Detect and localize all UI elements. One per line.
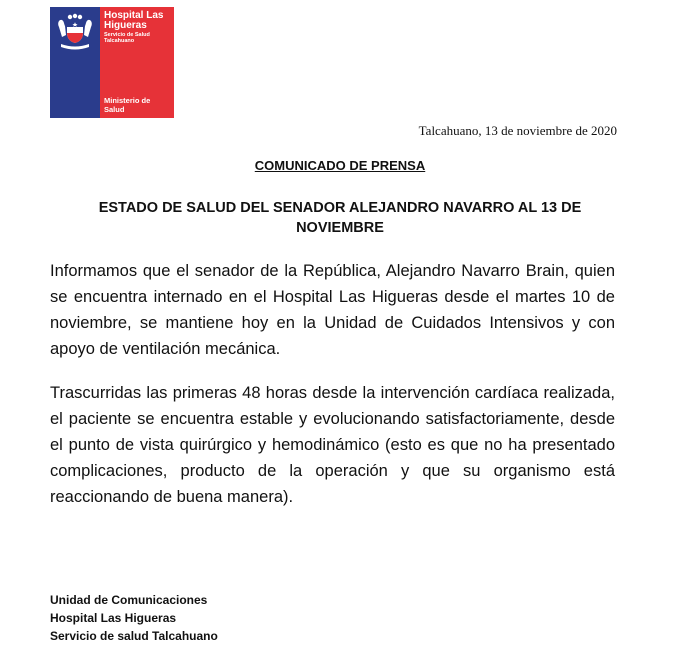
ministry-name: Ministerio de Salud — [104, 96, 151, 114]
signature-line-3: Servicio de salud Talcahuano — [50, 629, 218, 643]
signature-line-2: Hospital Las Higueras — [50, 611, 177, 625]
press-release-label — [0, 158, 680, 173]
logo-red-band — [100, 7, 174, 118]
document-date: Talcahuano, 13 de noviembre de 2020 — [418, 123, 617, 138]
press-release-label-text: COMUNICADO DE PRENSA — [254, 158, 426, 173]
chile-coat-of-arms-icon — [55, 13, 95, 51]
paragraph-1: Informamos que el senador de la República, Alejandro Navarro Brain, quien se encuentra internado en el Hospital Las Higueras desde el martes 10 de noviembre, se mantiene hoy en la Unidad de Cuidados Intensivos y con apoyo de ventilación mecánica. — [50, 262, 615, 358]
signature-block — [50, 591, 218, 645]
hospital-name: Hospital Las Higueras — [104, 10, 164, 31]
paragraph-2: Trascurridas las primeras 48 horas desde la intervención cardíaca realizada, el paciente se encuentra estable y evolucionando satisfactoriamente, desde el punto de vista quirúrgico y hemodinámico (esto es que no ha presentado complicaciones, producto de la operación y que su organismo está reaccionando de buena manera). — [50, 384, 615, 506]
hospital-subtitle: Servicio de Salud Talcahuano — [104, 32, 150, 44]
logo-blue-band — [50, 7, 100, 118]
signature-line-1: Unidad de Comunicaciones — [50, 593, 208, 607]
headline: ESTADO DE SALUD DEL SENADOR ALEJANDRO NAVARRO AL 13 DE NOVIEMBRE — [98, 200, 582, 236]
institution-logo — [50, 7, 174, 118]
